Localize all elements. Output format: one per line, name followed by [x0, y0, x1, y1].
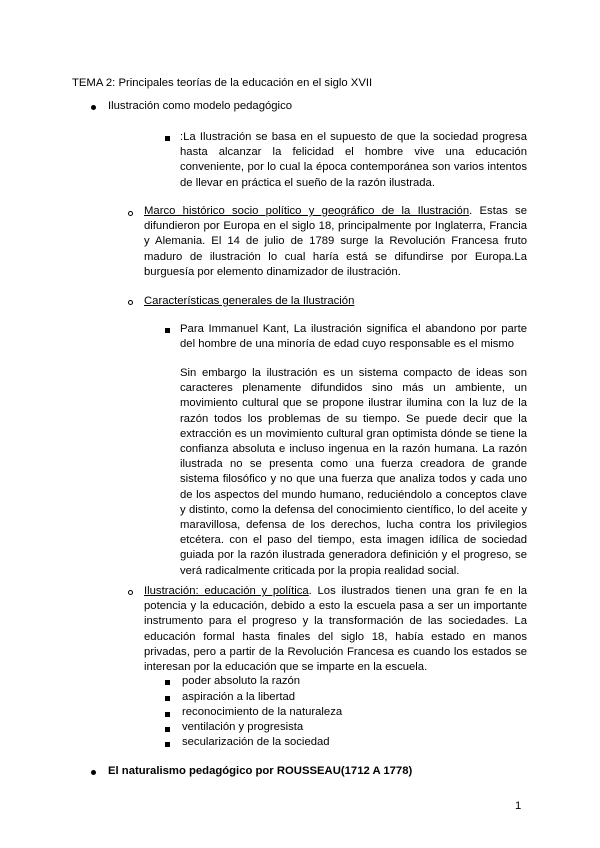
- politica-paragraph: [144, 584, 527, 675]
- politica-heading: Ilustración: educación y política: [144, 585, 309, 597]
- square-bullet-icon: [165, 712, 170, 717]
- marco-text: . Estas se difundieron por Europa en el siglo 18, principalmente por Inglaterra, Francia y Alemania. El 14 de julio de 1789 surge la Revolución Francesa fruto maduro de ilustración lo cual haría está se difundirse por Europa.La burguesía por elemento dinamizador de ilustración.: [144, 205, 527, 278]
- square-bullet-icon: [165, 727, 170, 732]
- intro-paragraph: :La Ilustración se basa en el supuesto de que la sociedad progresa hasta alcanzar la felicidad el hombre vive una educación conveniente, por lo cual la época contemporánea son varios intentos de llevar en práctica el sueño de la razón ilustrada.: [180, 131, 527, 189]
- list-item: aspiración a la libertad: [182, 691, 296, 703]
- circle-bullet-icon: [128, 590, 133, 595]
- section2-label: El naturalismo pedagógico por ROUSSEAU(1712 A 1778): [108, 765, 413, 777]
- page-number: 1: [515, 800, 522, 812]
- politica-text: . Los ilustrados tienen una gran fe en la potencia y la educación, debido a esto la escuela pasa a ser un importante instrumento para el progreso y la transformación de las sociedades. La educación formal hasta finales del siglo 18, había estado en manos privadas, pero a partir de la Revolución Francesa es cuando los estados se interesan por la educación que se imparte en la escuela.: [144, 585, 527, 674]
- kant-paragraph: Para Immanuel Kant, La ilustración significa el abandono por parte del hombre de una minoría de edad cuyo responsable es el mismo: [180, 323, 527, 351]
- bullet-icon: [91, 105, 96, 110]
- bullet-icon: [91, 770, 96, 775]
- list-item: reconocimiento de la naturaleza: [182, 706, 343, 718]
- list-item: poder absoluto la razón: [182, 675, 301, 687]
- square-bullet-icon: [165, 680, 170, 685]
- list-item: secularización de la sociedad: [182, 736, 330, 748]
- square-bullet-icon: [165, 696, 170, 701]
- section1-label: Ilustración como modelo pedagógico: [108, 100, 292, 112]
- square-bullet-icon: [165, 136, 170, 141]
- circle-bullet-icon: [128, 300, 133, 305]
- circle-bullet-icon: [128, 211, 133, 216]
- document-title: TEMA 2: Principales teorías de la educación en el siglo XVII: [72, 77, 373, 89]
- marco-paragraph: [144, 204, 527, 280]
- marco-heading: Marco histórico socio político y geográfico de la Ilustración: [144, 205, 470, 217]
- square-bullet-icon: [165, 328, 170, 333]
- list-item: ventilación y progresista: [182, 721, 304, 733]
- square-bullet-icon: [165, 742, 170, 747]
- ilustracion-paragraph: Sin embargo la ilustración es un sistema compacto de ideas son caracteres plenamente difundidos sino más un ambiente, un movimiento cultural que se propone ilustrar ilumina con la luz de la razón todos los problemas de su tiempo. Se puede decir que la extracción es un movimiento cultural gran optimista dónde se tiene la confianza absoluta e incluso ingenua en la razón humana. La razón ilustrada no se presenta como una fuerza creadora de grande sistema filosófico y no que una fuerza que analiza todos y cada uno de los aspectos del mundo humano, reduciéndolo a conceptos clave y distinto, como la defensa del conocimiento científico, lo del aceite y maravillosa, defensa de los derechos, lucha contra los privilegios etcétera. con el paso del tiempo, esta imagen idílica de sociedad guiada por la razón ilustrada generadora definición y el progreso, se verá radicalmente criticada por la propia realidad social.: [180, 367, 527, 577]
- caracteristicas-heading: Características generales de la Ilustración: [144, 295, 355, 307]
